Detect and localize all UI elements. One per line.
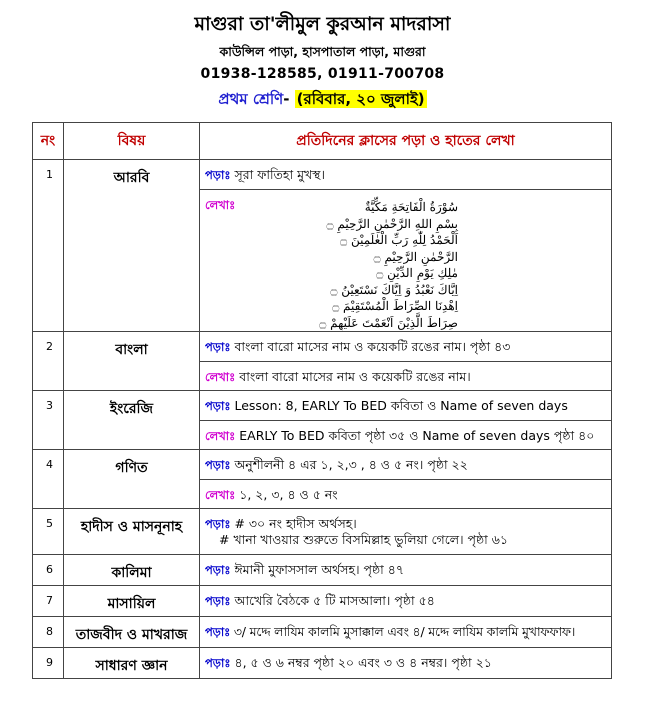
write-label: লেখাঃ <box>205 429 236 443</box>
read-label: পড়াঃ <box>205 458 231 472</box>
table-row <box>33 332 612 362</box>
arabic-line: اَلْحَمْدُ لِلّٰهِ رَبِّ الْعٰلَمِيْنَ ۝ <box>340 233 458 247</box>
row-read <box>200 617 612 648</box>
write-label: লেখাঃ <box>205 198 236 212</box>
arabic-writing <box>205 199 606 331</box>
row-read <box>200 332 612 362</box>
row-number: 3 <box>33 391 64 450</box>
header-no: নং <box>33 123 64 160</box>
row-number: 9 <box>33 648 64 679</box>
table-row <box>33 617 612 648</box>
date-highlight: (রবিবার, ২০ জুলাই) <box>296 90 425 108</box>
read-text: বাংলা বারো মাসের নাম ও কয়েকটি রঙের নাম। পৃষ্ঠা ৪৩ <box>234 339 511 354</box>
header-subject: বিষয় <box>64 123 200 160</box>
read-text: Lesson: 8, EARLY To BED কবিতা ও Name of seven days <box>234 398 568 413</box>
row-read <box>200 555 612 586</box>
row-write <box>200 421 612 450</box>
table-row <box>33 391 612 421</box>
row-read <box>200 586 612 617</box>
school-phones: 01938-128585, 01911-700708 <box>200 66 445 82</box>
row-subject: তাজবীদ ও মাখরাজ <box>64 617 200 648</box>
arabic-line: بِسْمِ اللهِ الرَّحْمٰنِ الرَّحِيْمِ ۝ <box>326 216 458 231</box>
read-text-2: # খানা খাওয়ার শুরুতে বিসমিল্লাহ ভুলিয়া গেলে। পৃষ্ঠা ৬১ <box>219 532 508 547</box>
write-text: বাংলা বারো মাসের নাম ও কয়েকটি রঙের নাম। <box>239 369 471 384</box>
class-label: প্রথম শ্রেণি <box>218 90 284 108</box>
read-label: পড়াঃ <box>205 168 231 182</box>
table-row <box>33 555 612 586</box>
row-read <box>200 648 612 679</box>
table-header-row <box>33 123 612 160</box>
row-subject: কালিমা <box>64 555 200 586</box>
row-write <box>200 190 612 332</box>
row-read <box>200 160 612 190</box>
read-label: পড়াঃ <box>205 399 231 413</box>
arabic-line: الرَّحْمٰنِ الرَّحِيْمِ ۝ <box>373 249 458 264</box>
read-label: পড়াঃ <box>205 563 231 577</box>
row-subject: সাধারণ জ্ঞান <box>64 648 200 679</box>
read-text: আখেরি বৈঠকে ৫ টি মাসআলা। পৃষ্ঠা ৫৪ <box>234 593 435 608</box>
row-subject: বাংলা <box>64 332 200 391</box>
row-number: 5 <box>33 509 64 555</box>
read-text: অনুশীলনী ৪ এর ১, ২,৩ , ৪ ও ৫ নং। পৃষ্ঠা ২২ <box>234 457 468 472</box>
arabic-line: اِهْدِنَا الصِّرَاطَ الْمُسْتَقِيْمَ ۝ <box>332 299 458 313</box>
row-subject: হাদীস ও মাসনূনাহ <box>64 509 200 555</box>
read-text: সূরা ফাতিহা মুখস্থ। <box>234 167 325 182</box>
table-row <box>33 509 612 555</box>
write-text: EARLY To BED কবিতা পৃষ্ঠা ৩৫ ও Name of seven days পৃষ্ঠা ৪০ <box>239 428 595 443</box>
school-name: মাগুরা তা'লীমুল কুরআন মাদরাসা <box>194 13 451 35</box>
write-label: লেখাঃ <box>205 488 236 502</box>
read-label: পড়াঃ <box>205 340 231 354</box>
row-number: 1 <box>33 160 64 332</box>
arabic-line: اِيَّاكَ نَعْبُدُ وَ اِيَّاكَ نَسْتَعِيْنُ ۝ <box>330 282 458 297</box>
row-subject: মাসায়িল <box>64 586 200 617</box>
read-text: ঈমানী মুফাসসাল অর্থসহ। পৃষ্ঠা ৪৭ <box>234 562 404 577</box>
class-work-table <box>32 122 612 679</box>
read-label: পড়াঃ <box>205 594 231 608</box>
row-number: 7 <box>33 586 64 617</box>
row-write <box>200 362 612 391</box>
header-work: প্রতিদিনের ক্লাসের পড়া ও হাতের লেখা <box>200 123 612 160</box>
row-read <box>200 450 612 480</box>
row-subject: গণিত <box>64 450 200 509</box>
class-date-line <box>0 88 645 113</box>
table-row <box>33 648 612 679</box>
row-read <box>200 509 612 555</box>
row-subject: ইংরেজি <box>64 391 200 450</box>
table-row <box>33 160 612 190</box>
row-number: 2 <box>33 332 64 391</box>
row-number: 6 <box>33 555 64 586</box>
school-address: কাউন্সিল পাড়া, হাসপাতাল পাড়া, মাগুরা <box>219 44 426 59</box>
read-label: পড়াঃ <box>205 517 231 531</box>
read-label: পড়াঃ <box>205 656 231 670</box>
write-label: লেখাঃ <box>205 370 236 384</box>
read-text: ৩/ মদ্দে লাযিম কালমি মুসাক্কাল এবং ৪/ মদ্দে লাযিম কালমি মুখাফফাফ। <box>233 624 576 639</box>
row-read <box>200 391 612 421</box>
arabic-title: سُوْرَةُ الْفَاتِحَةِ مَكِّيَّةٌ <box>364 200 458 214</box>
row-number: 8 <box>33 617 64 648</box>
row-number: 4 <box>33 450 64 509</box>
read-text: ৪, ৫ ও ৬ নম্বর পৃষ্ঠা ২০ এবং ৩ ও ৪ নম্বর। পৃষ্ঠা ২১ <box>234 655 492 670</box>
arabic-line: مٰلِكِ يَوْمِ الدِّيْنِ ۝ <box>376 266 458 280</box>
write-text: ১, ২, ৩, ৪ ও ৫ নং <box>239 487 338 502</box>
read-text: # ৩০ নং হাদীস অর্থসহ। <box>234 516 357 531</box>
table-row <box>33 450 612 480</box>
read-label: পড়াঃ <box>205 625 231 639</box>
row-write <box>200 480 612 509</box>
header-separator: - <box>283 90 295 108</box>
table-row <box>33 586 612 617</box>
row-subject: আরবি <box>64 160 200 332</box>
arabic-line: صِرَاطَ الَّذِيْنَ اَنْعَمْتَ عَلَيْهِمْ ۝ <box>319 315 458 330</box>
